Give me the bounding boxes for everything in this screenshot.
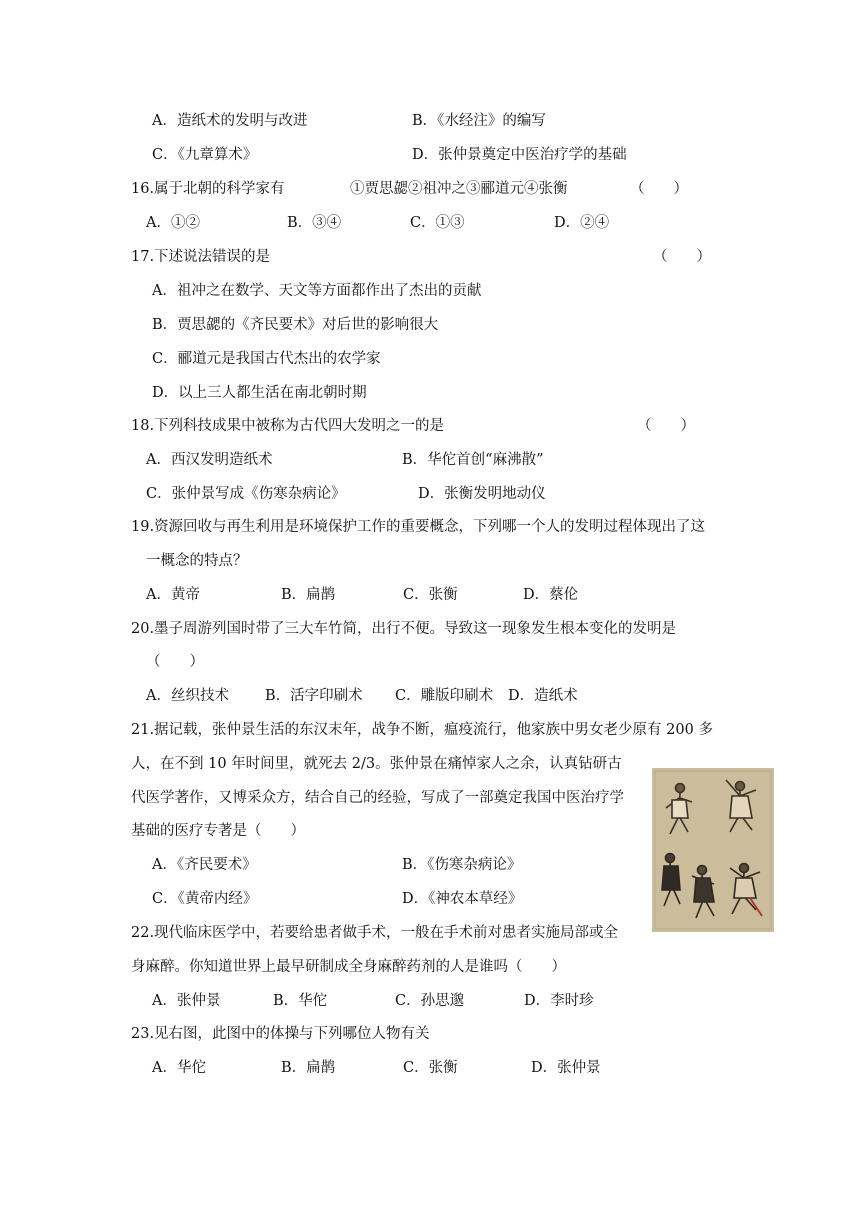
q23-stem: 23.见右图，此图中的体操与下列哪位人物有关 — [131, 1026, 430, 1042]
q18-option-d: D．张衡发明地动仪 — [418, 486, 546, 502]
q21-stem-line4: 基础的医疗专著是（ ） — [131, 823, 305, 839]
q15-option-d: D．张仲景奠定中医治疗学的基础 — [412, 147, 627, 163]
q17-option-c: C．郦道元是我国古代杰出的农学家 — [152, 351, 381, 367]
q17-option-d: D．以上三人都生活在南北朝时期 — [152, 385, 367, 401]
five-animal-exercise-figures-image — [652, 768, 774, 932]
q15-option-b: B．《水经注》的编写 — [412, 113, 546, 129]
q16-option-a: A．①② — [146, 215, 200, 231]
q19-stem-line1: 19.资源回收与再生利用是环境保护工作的重要概念，下列哪一个人的发明过程体现出了这 — [131, 519, 706, 535]
q22-option-d: D．李时珍 — [524, 993, 594, 1009]
q22-stem-line1: 22.现代临床医学中，若要给患者做手术，一般在手术前对患者实施局部或全 — [131, 925, 619, 941]
q22-option-b: B．华佗 — [273, 993, 328, 1009]
q22-option-a: A．张仲景 — [152, 993, 221, 1009]
q16-option-d: D．②④ — [554, 215, 610, 231]
q19-option-b: B．扁鹊 — [281, 587, 336, 603]
q21-option-a: A．《齐民要术》 — [152, 857, 257, 873]
q21-option-c: C．《黄帝内经》 — [152, 891, 258, 907]
q21-stem-line1: 21.据记载，张仲景生活的东汉末年，战争不断，瘟疫流行，他家族中男女老少原有 200 多 — [131, 722, 713, 738]
q19-stem-line2: 一概念的特点？ — [146, 553, 248, 569]
q16-option-b: B．③④ — [287, 215, 342, 231]
q19-option-a: A．黄帝 — [146, 587, 200, 603]
q20-stem-line1: 20.墨子周游列国时带了三大车竹简，出行不便。导致这一现象发生根本变化的发明是 — [131, 621, 677, 637]
q22-option-c: C．孙思邈 — [395, 993, 465, 1009]
q20-option-a: A．丝织技术 — [146, 688, 229, 704]
q19-option-c: C．张衡 — [403, 587, 458, 603]
q21-option-d: D．《神农本草经》 — [402, 891, 523, 907]
q18-option-b: B．华佗首创“麻沸散” — [402, 452, 544, 468]
q16-items: ①贾思勰②祖冲之③郦道元④张衡 — [350, 181, 568, 197]
q20-option-b: B．活字印刷术 — [265, 688, 363, 704]
q23-option-d: D．张仲景 — [531, 1060, 601, 1076]
q20-option-d: D．造纸术 — [508, 688, 578, 704]
q17-option-b: B．贾思勰的《齐民要术》对后世的影响很大 — [152, 317, 439, 333]
q18-option-c: C．张仲景写成《伤寒杂病论》 — [146, 486, 346, 502]
q17-stem: 17.下述说法错误的是 — [131, 249, 271, 265]
q18-stem: 18.下列科技成果中被称为古代四大发明之一的是 — [131, 418, 445, 434]
figures-illustration — [652, 768, 774, 932]
q20-answer-paren: （ ） — [146, 654, 204, 670]
q17-answer-paren: （ ） — [653, 249, 711, 265]
q18-option-a: A．西汉发明造纸术 — [146, 452, 273, 468]
q22-stem-line2: 身麻醉。你知道世界上最早研制成全身麻醉药剂的人是谁吗（ ） — [131, 959, 566, 975]
q16-stem: 16.属于北朝的科学家有 — [131, 181, 285, 197]
q23-option-c: C．张衡 — [403, 1060, 458, 1076]
q17-option-a: A．祖冲之在数学、天文等方面都作出了杰出的贡献 — [152, 283, 482, 299]
q20-option-c: C．雕版印刷术 — [395, 688, 494, 704]
q16-answer-paren: （ ） — [630, 181, 688, 197]
q16-option-c: C．①③ — [410, 215, 465, 231]
q21-stem-line3: 代医学著作，又博采众方，结合自己的经验，写成了一部奠定我国中医治疗学 — [131, 790, 624, 806]
q21-stem-line2: 人，在不到 10 年时间里，就死去 2/3。张仲景在痛悼家人之余，认真钻研古 — [131, 756, 622, 772]
q23-option-b: B．扁鹊 — [281, 1060, 336, 1076]
q19-option-d: D．蔡伦 — [523, 587, 579, 603]
q15-option-a: A．造纸术的发明与改进 — [152, 113, 308, 129]
q15-option-c: C．《九章算术》 — [152, 147, 258, 163]
q23-option-a: A．华佗 — [152, 1060, 206, 1076]
q21-option-b: B．《伤寒杂病论》 — [402, 857, 522, 873]
q18-answer-paren: （ ） — [637, 418, 695, 434]
